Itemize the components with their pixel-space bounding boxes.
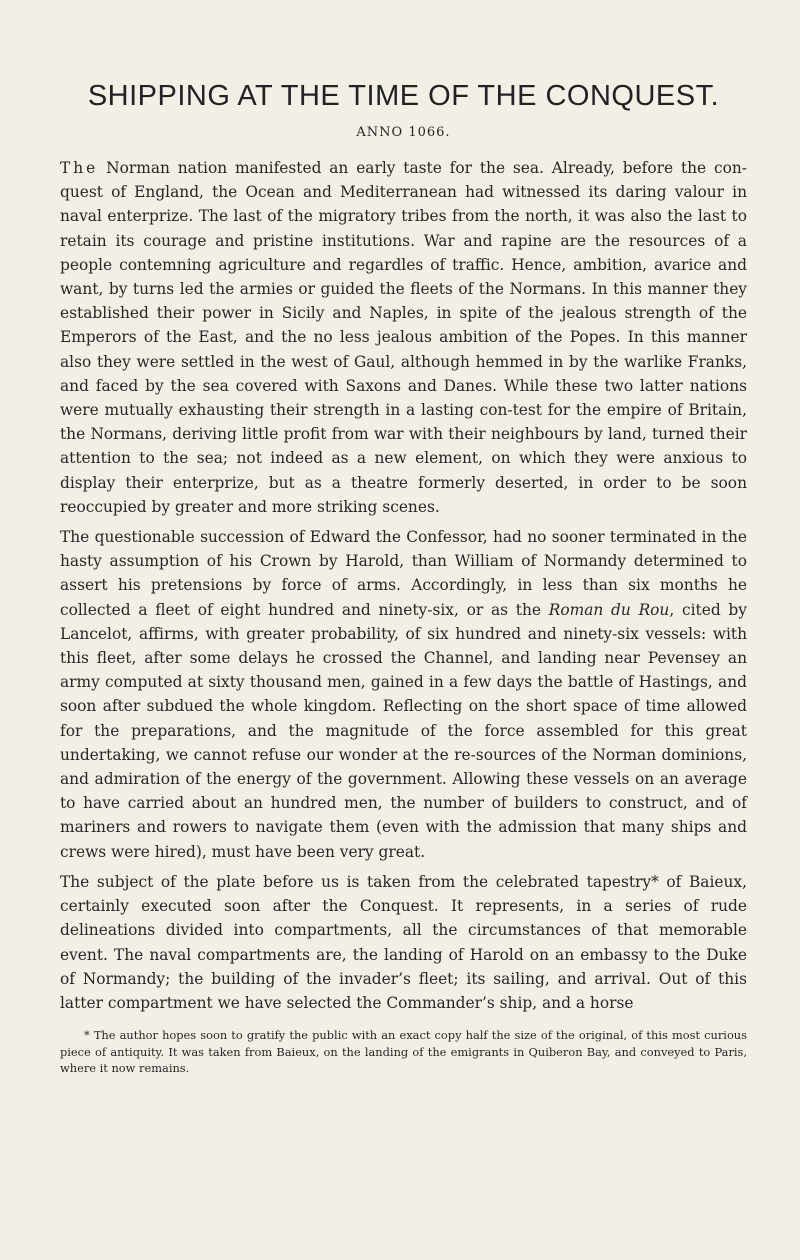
paragraph-2 xyxy=(60,525,747,864)
paragraph-1 xyxy=(60,156,747,519)
paragraph-2-part-b: , cited by Lancelot, affirms, with greater probability, of six hundred and ninety-six vessels: with this fleet, after some delays he crossed the Channel, and landing near Pevensey an army computed at sixty thousand men, gained in a few days the battle of Hastings, and soon after subdued the whole kingdom. Reflecting on the short space of time allowed for the preparations, and the magnitude of the force assembled for this great undertaking, we cannot refuse our wonder at the re-sources of the Norman dominions, and admiration of the energy of the government. Allowing these vessels on an average to have carried about an hundred men, the number of builders to construct, and of mariners and rowers to navigate them (even with the admission that many ships and crews were hired), must have been very great. xyxy=(60,600,747,861)
paragraph-1-text: Norman nation manifested an early taste for the sea. Already, before the con-quest of England, the Ocean and Mediterranean had witnessed its daring valour in naval enterprize. The last of the migratory tribes from the north, it was also the last to retain its courage and pristine institutions. War and rapine are the resources of a people contemning agriculture and regardles of traffic. Hence, ambition, avarice and want, by turns led the armies or guided the fleets of the Normans. In this manner they established their power in Sicily and Naples, in spite of the jealous strength of the Emperors of the East, and the no less jealous ambition of the Popes. In this manner also they were settled in the west of Gaul, although hemmed in by the warlike Franks, and faced by the sea covered with Saxons and Danes. While these two latter nations were mutually exhausting their strength in a lasting con-test for the empire of Britain, the Normans, deriving little profit from war with their neighbours by land, turned their attention to the sea; not indeed as a new element, on which they were anxious to display their enterprize, but as a theatre formerly deserted, in order to be soon reoccupied by greater and more striking scenes. xyxy=(60,159,747,516)
document-page xyxy=(60,80,747,1088)
paragraph-2-italic-title: Roman du Rou xyxy=(548,600,670,619)
paragraph-2-part-a: The questionable succession of Edward the Confessor, had no sooner terminated in the hasty assumption of his Crown by Harold, than William of Normandy determined to assert his pretensions by force of arms. Accordingly, in less than six months he collected a fleet of eight hundred and ninety-six, or as the xyxy=(60,528,747,619)
footnote: * The author hopes soon to gratify the public with an exact copy half the size of the original, of this most curious piece of antiquity. It was taken from Baieux, on the landing of the emigrants in Quiberon Bay, and conveyed to Paris, where it now remains. xyxy=(60,1028,747,1076)
page-subtitle: ANNO 1066. xyxy=(356,125,451,140)
paragraph-3: The subject of the plate before us is taken from the celebrated tapestry* of Baieux, certainly executed soon after the Conquest. It represents, in a series of rude delineations divided into compartments, all the circumstances of that memorable event. The naval compartments are, the landing of Harold on an embassy to the Duke of Normandy; the building of the invader’s fleet; its sailing, and arrival. Out of this latter compartment we have selected the Commander’s ship, and a horse xyxy=(60,872,747,1012)
paragraph-1-lead: The xyxy=(60,159,99,177)
page-title: SHIPPING AT THE TIME OF THE CONQUEST. xyxy=(87,80,720,112)
